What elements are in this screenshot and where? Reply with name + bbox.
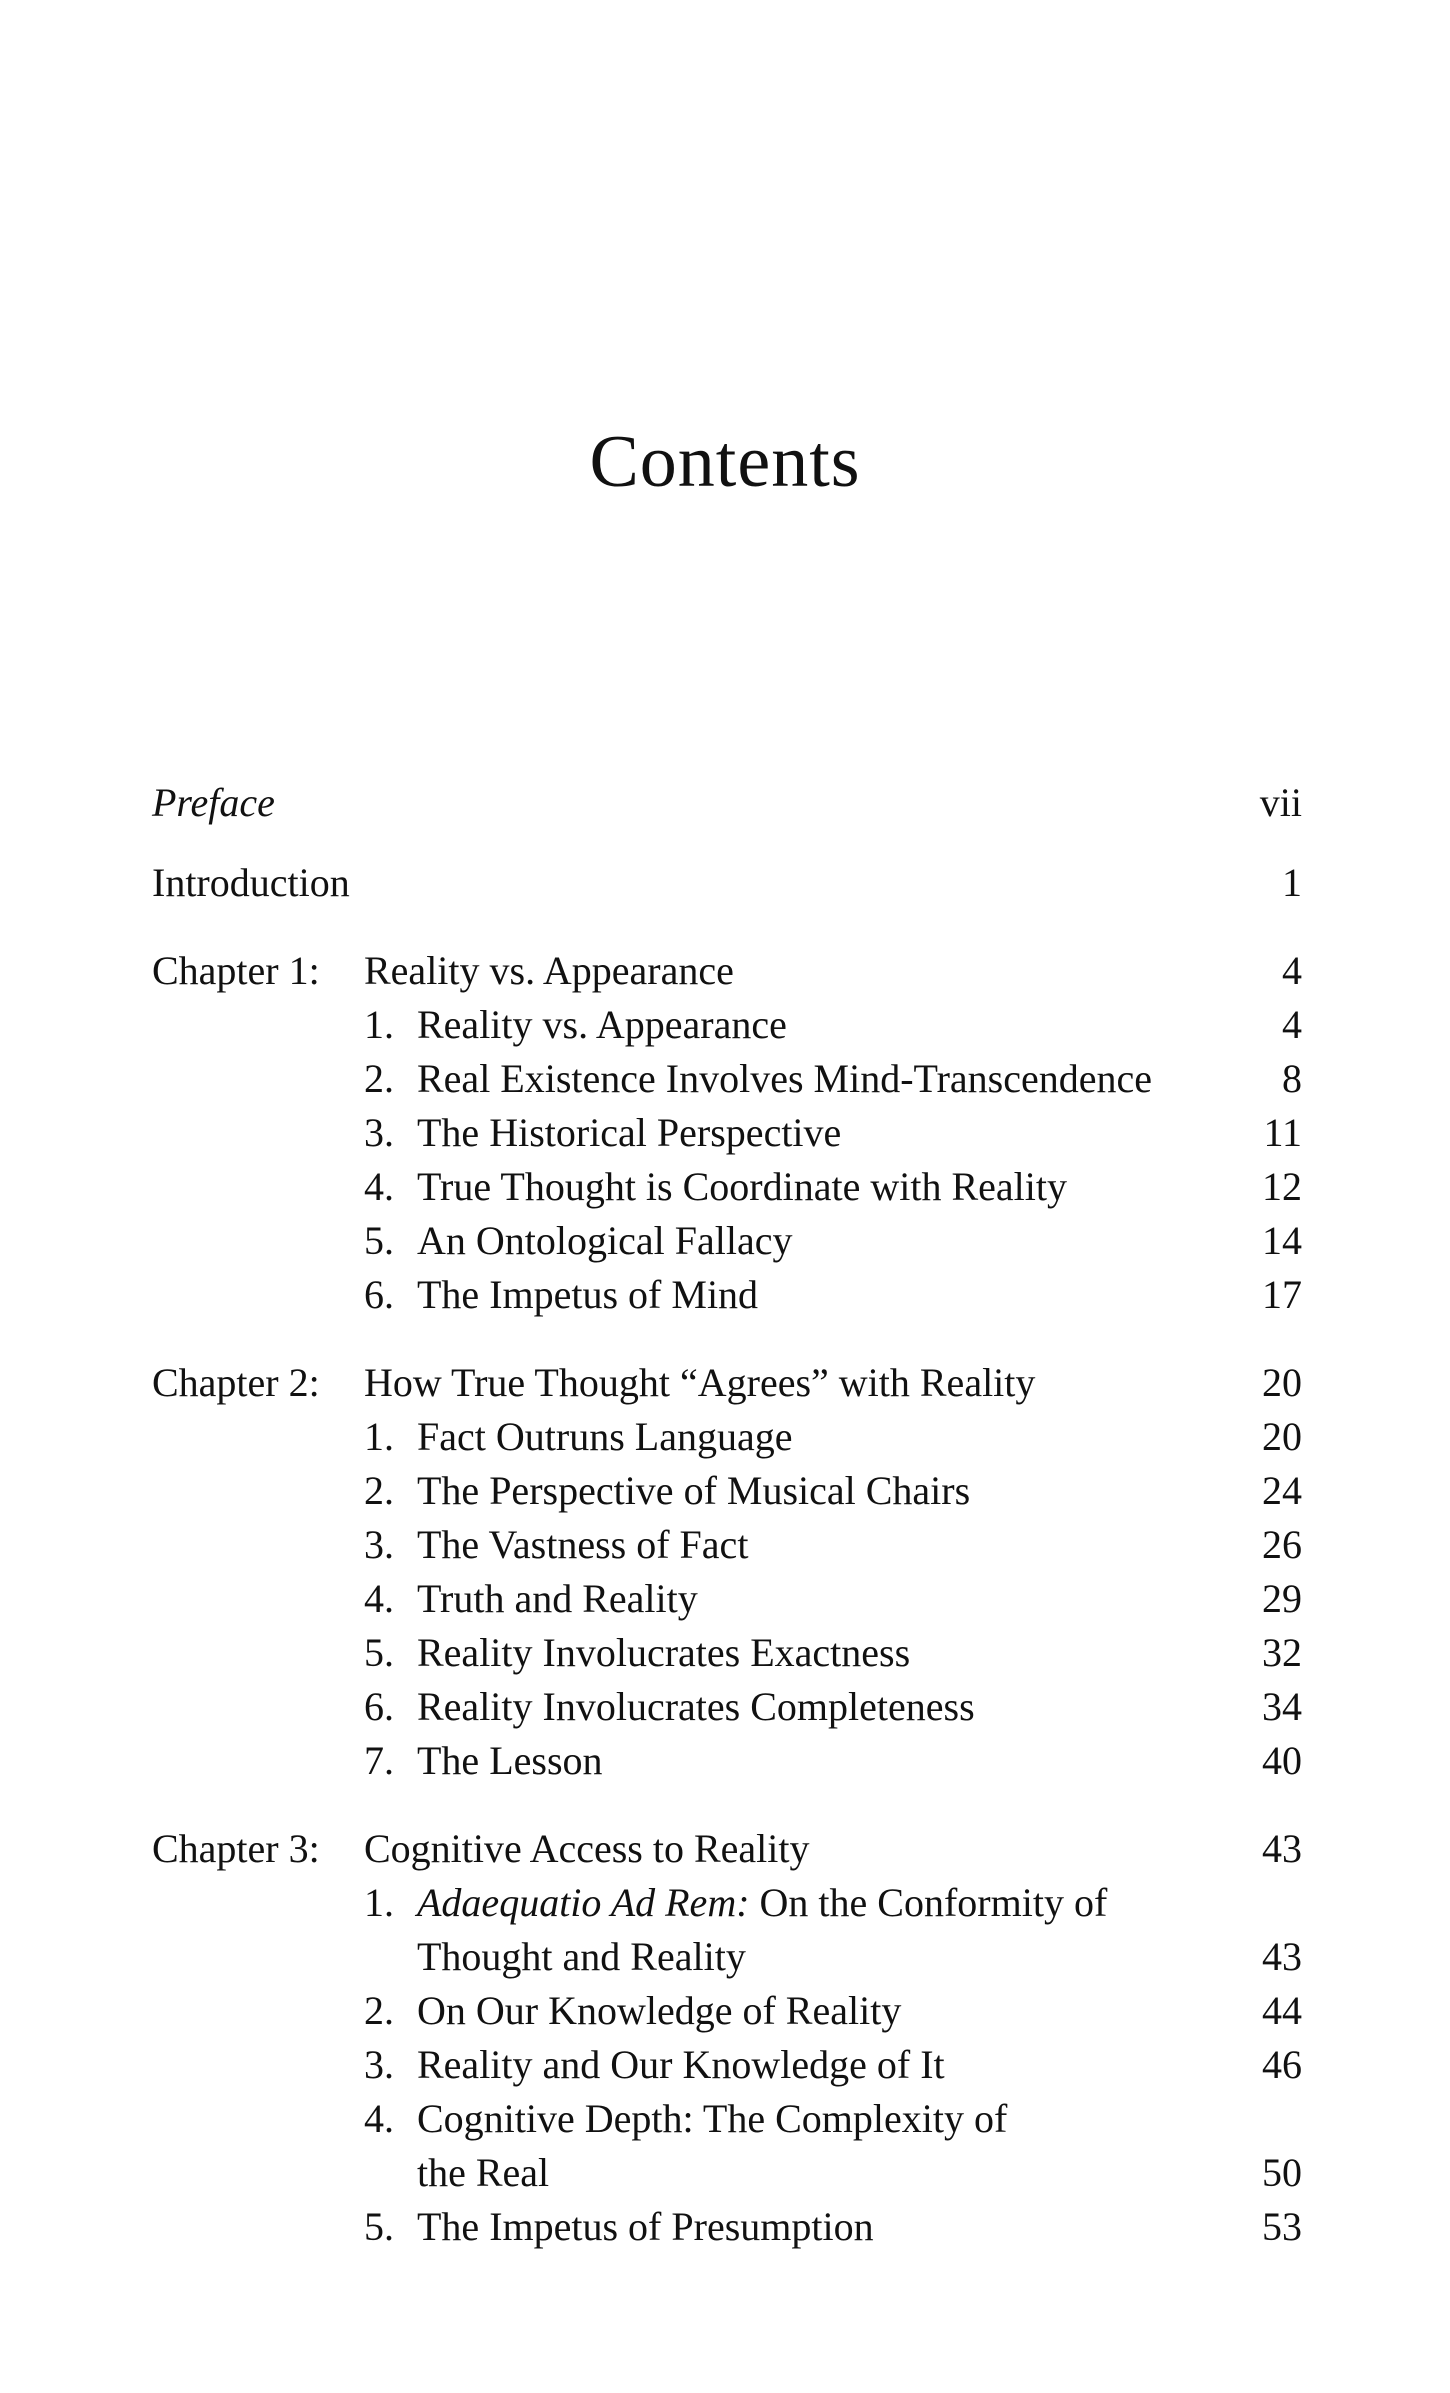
- toc-section[interactable]: [152, 1876, 1302, 1930]
- page-number: 40: [1262, 1738, 1302, 1783]
- page-number: 34: [1262, 1684, 1302, 1729]
- section-title-rest: On the Conformity of: [749, 1880, 1108, 1925]
- page-number: 43: [1262, 1934, 1302, 1979]
- toc-section[interactable]: [152, 1626, 1302, 1680]
- section-title: The Perspective of Musical Chairs: [417, 1468, 971, 1513]
- section-title: Reality vs. Appearance: [417, 1002, 787, 1047]
- section-title: Cognitive Depth: The Complexity of: [417, 2096, 1008, 2141]
- entry-title: Preface: [152, 780, 275, 825]
- toc-chapter-2[interactable]: [152, 1356, 1302, 1410]
- chapter-label: Chapter 2:: [152, 1360, 320, 1405]
- section-title: Truth and Reality: [417, 1576, 698, 1621]
- section-number: 7.: [364, 1738, 394, 1783]
- toc-section[interactable]: [152, 1160, 1302, 1214]
- toc-section[interactable]: [152, 2038, 1302, 2092]
- toc-entry-introduction[interactable]: [152, 856, 1302, 910]
- page-number: 24: [1262, 1468, 1302, 1513]
- page-number: 29: [1262, 1576, 1302, 1621]
- chapter-title: Cognitive Access to Reality: [364, 1826, 810, 1871]
- toc-section[interactable]: [152, 1518, 1302, 1572]
- table-of-contents: [152, 776, 1302, 2254]
- section-number: 5.: [364, 1630, 394, 1675]
- section-number: 1.: [364, 1002, 394, 1047]
- page-title: Contents: [589, 421, 861, 503]
- toc-section[interactable]: [152, 1052, 1302, 1106]
- toc-section-continuation[interactable]: [152, 1930, 1302, 1984]
- section-title: Real Existence Involves Mind-Transcendence: [417, 1056, 1152, 1101]
- page-number: 46: [1262, 2042, 1302, 2087]
- toc-section-continuation[interactable]: [152, 2146, 1302, 2200]
- section-number: 4.: [364, 2096, 394, 2141]
- page-number: 43: [1262, 1826, 1302, 1871]
- toc-section[interactable]: [152, 1572, 1302, 1626]
- section-title: [417, 1876, 1107, 1930]
- page-number: 11: [1263, 1110, 1302, 1155]
- page-number: 53: [1262, 2204, 1302, 2249]
- section-number: 4.: [364, 1164, 394, 1209]
- toc-chapter-3[interactable]: [152, 1822, 1302, 1876]
- page-number: 8: [1282, 1056, 1302, 1101]
- page-number: 14: [1262, 1218, 1302, 1263]
- toc-section[interactable]: [152, 1410, 1302, 1464]
- section-number: 1.: [364, 1880, 394, 1925]
- chapter-label: Chapter 1:: [152, 948, 320, 993]
- page-number: 20: [1262, 1414, 1302, 1459]
- section-number: 5.: [364, 1218, 394, 1263]
- section-number: 3.: [364, 1522, 394, 1567]
- toc-section[interactable]: [152, 1680, 1302, 1734]
- section-title: Reality Involucrates Exactness: [417, 1630, 911, 1675]
- section-number: 2.: [364, 1056, 394, 1101]
- section-number: 6.: [364, 1272, 394, 1317]
- page-number: 4: [1282, 948, 1302, 993]
- section-title-line2: the Real: [417, 2150, 550, 2195]
- toc-section[interactable]: [152, 1984, 1302, 2038]
- toc-section[interactable]: [152, 2200, 1302, 2254]
- page-number: 26: [1262, 1522, 1302, 1567]
- toc-section[interactable]: [152, 1106, 1302, 1160]
- section-number: 5.: [364, 2204, 394, 2249]
- section-number: 3.: [364, 1110, 394, 1155]
- section-number: 6.: [364, 1684, 394, 1729]
- section-title: The Impetus of Mind: [417, 1272, 759, 1317]
- section-title: The Vastness of Fact: [417, 1522, 749, 1567]
- section-title-italic: Adaequatio Ad Rem:: [417, 1880, 750, 1925]
- section-title: Reality and Our Knowledge of It: [417, 2042, 945, 2087]
- toc-section[interactable]: [152, 1214, 1302, 1268]
- toc-section[interactable]: [152, 1734, 1302, 1788]
- chapter-title: How True Thought “Agrees” with Reality: [364, 1360, 1036, 1405]
- section-number: 4.: [364, 1576, 394, 1621]
- section-title: An Ontological Fallacy: [417, 1218, 793, 1263]
- entry-title: Introduction: [152, 860, 350, 905]
- page-number: 50: [1262, 2150, 1302, 2195]
- page-number: vii: [1259, 780, 1302, 825]
- section-number: 2.: [364, 1468, 394, 1513]
- section-title-line2: Thought and Reality: [417, 1934, 746, 1979]
- toc-section[interactable]: [152, 1268, 1302, 1322]
- chapter-label: Chapter 3:: [152, 1826, 320, 1871]
- section-title: The Impetus of Presumption: [417, 2204, 874, 2249]
- toc-section[interactable]: [152, 998, 1302, 1052]
- page-number: 12: [1262, 1164, 1302, 1209]
- page-number: 44: [1262, 1988, 1302, 2033]
- toc-section[interactable]: [152, 1464, 1302, 1518]
- page-number: 20: [1262, 1360, 1302, 1405]
- toc-section[interactable]: [152, 2092, 1302, 2146]
- section-number: 3.: [364, 2042, 394, 2087]
- page-number: 32: [1262, 1630, 1302, 1675]
- section-number: 2.: [364, 1988, 394, 2033]
- section-title: Reality Involucrates Completeness: [417, 1684, 975, 1729]
- chapter-title: Reality vs. Appearance: [364, 948, 734, 993]
- toc-chapter-1[interactable]: [152, 944, 1302, 998]
- section-title: True Thought is Coordinate with Reality: [417, 1164, 1067, 1209]
- section-title: On Our Knowledge of Reality: [417, 1988, 902, 2033]
- section-number: 1.: [364, 1414, 394, 1459]
- page-number: 4: [1282, 1002, 1302, 1047]
- page-number: 17: [1262, 1272, 1302, 1317]
- toc-entry-preface[interactable]: [152, 776, 1302, 830]
- page-number: 1: [1282, 860, 1302, 905]
- section-title: Fact Outruns Language: [417, 1414, 793, 1459]
- section-title: The Lesson: [417, 1738, 603, 1783]
- section-title: The Historical Perspective: [417, 1110, 842, 1155]
